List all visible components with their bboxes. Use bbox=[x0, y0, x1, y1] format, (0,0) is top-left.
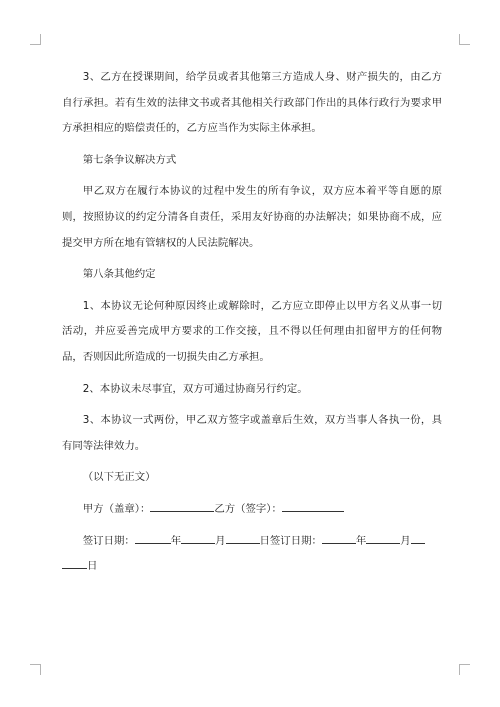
year-label-b: 年 bbox=[355, 534, 367, 547]
article-7-heading: 第七条争议解决方式 bbox=[82, 153, 177, 166]
date-b-day-blank-end[interactable] bbox=[62, 555, 87, 569]
day-date-label-b: 日签订日期： bbox=[259, 534, 322, 547]
party-b-signature-blank[interactable] bbox=[282, 498, 344, 512]
party-b-label: 乙方（签字）： bbox=[214, 502, 282, 515]
article-8-item-3: 3、本协议一式两份，甲乙双方签字或盖章后生效，双方当事人各执一份，具有同等法律效力。 bbox=[62, 414, 442, 452]
date-a-month-blank[interactable] bbox=[181, 530, 215, 544]
date-a-year-blank[interactable] bbox=[135, 530, 171, 544]
day-label-b: 日 bbox=[87, 560, 98, 573]
article-8-item-1: 1、本协议无论何种原因终止或解除时，乙方应立即停止以甲方名义从事一切活动，并应妥善完成甲方要求的工作交接，且不得以任何理由扣留甲方的任何物品，否则因此所造成的一切损失由乙方承担。 bbox=[62, 299, 442, 363]
party-a-signature-blank[interactable] bbox=[150, 498, 214, 512]
date-line-continued bbox=[62, 554, 442, 580]
date-b-day-blank-start[interactable] bbox=[411, 530, 425, 544]
clause-paragraph-3: 3、乙方在授课期间，给学员或者其他第三方造成人身、财产损失的，由乙方自行承担。若有生效的法律文书或者其他相关行政部门作出的具体行政行为要求甲方承担相应的赔偿责任的，乙方应当作为实际主体承担。 bbox=[62, 71, 442, 135]
date-line bbox=[62, 529, 442, 555]
year-label-a: 年 bbox=[170, 534, 182, 547]
end-note: （以下无正文） bbox=[82, 471, 156, 484]
date-label-a: 签订日期： bbox=[82, 534, 135, 547]
article-7-body: 甲乙双方在履行本协议的过程中发生的所有争议，双方应本着平等自愿的原则，按照协议的约定分清各自责任，采用友好协商的办法解决；如果协商不成，应提交甲方所在地有管辖权的人民法院解决。 bbox=[62, 185, 442, 249]
date-a-day-blank[interactable] bbox=[226, 530, 260, 544]
party-a-label: 甲方（盖章）： bbox=[82, 502, 151, 515]
article-8-heading: 第八条其他约定 bbox=[82, 268, 156, 281]
signature-line bbox=[62, 497, 442, 523]
crop-mark-top-left bbox=[30, 34, 41, 45]
crop-mark-bottom-left bbox=[30, 664, 41, 675]
month-label-b: 月 bbox=[400, 534, 411, 547]
article-8-item-2: 2、本协议未尽事宜，双方可通过协商另行约定。 bbox=[82, 382, 308, 395]
date-b-month-blank[interactable] bbox=[366, 530, 400, 544]
document-body bbox=[62, 65, 442, 580]
month-label-a: 月 bbox=[215, 534, 226, 547]
crop-mark-bottom-right bbox=[459, 664, 470, 675]
crop-mark-top-right bbox=[459, 34, 470, 45]
date-b-year-blank[interactable] bbox=[322, 530, 356, 544]
